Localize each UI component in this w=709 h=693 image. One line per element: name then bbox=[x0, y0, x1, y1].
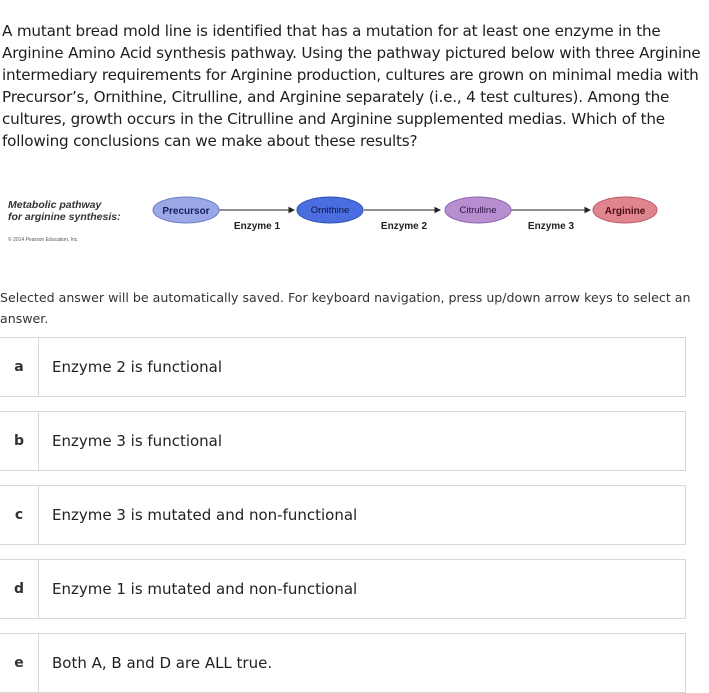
instructions-text: Selected answer will be automatically saved. For keyboard navigation, press up/down arrow keys to select an answer. bbox=[0, 290, 691, 326]
arginine-pathway-figure bbox=[0, 186, 709, 246]
option-text: Enzyme 3 is mutated and non-functional bbox=[52, 506, 358, 524]
option-letter: b bbox=[0, 412, 39, 470]
option-text: Enzyme 3 is functional bbox=[52, 432, 223, 450]
answer-option-b[interactable] bbox=[0, 411, 686, 471]
answer-option-d[interactable] bbox=[0, 559, 686, 619]
option-letter: e bbox=[0, 634, 39, 692]
enzyme-3-label: Enzyme 3 bbox=[527, 221, 575, 232]
option-letter: c bbox=[0, 486, 39, 544]
option-letter: a bbox=[0, 338, 39, 396]
question-text: A mutant bread mold line is identified that has a mutation for at least one enzyme in the Arginine Amino Acid synthesis pathway. Using the pathway pictured below with three Arginine intermediary requirements for Arginine production, cultures are grown on minimal media with Precursor’s, Ornithine, Citrulline, and Arginine separately (i.e., 4 test cultures). Among the cultures, growth occurs in the Citrulline and Arginine supplemented medias. Which of the following conclusions can we make about these results? bbox=[2, 22, 701, 150]
option-text: Both A, B and D are ALL true. bbox=[52, 654, 273, 672]
figure-copyright: © 2014 Pearson Education, Inc. bbox=[8, 237, 79, 243]
option-letter: d bbox=[0, 560, 39, 618]
enzyme-1-label: Enzyme 1 bbox=[233, 221, 281, 232]
precursor-label: Precursor bbox=[162, 206, 210, 217]
answer-option-e[interactable] bbox=[0, 633, 686, 693]
enzyme-2-label: Enzyme 2 bbox=[380, 221, 428, 232]
ornithine-label: Ornithine bbox=[310, 205, 350, 216]
figure-title-line1: Metabolic pathway bbox=[8, 199, 102, 211]
arginine-label: Arginine bbox=[604, 206, 646, 217]
answer-option-a[interactable] bbox=[0, 337, 686, 397]
option-text: Enzyme 1 is mutated and non-functional bbox=[52, 580, 358, 598]
option-text: Enzyme 2 is functional bbox=[52, 358, 223, 376]
figure-title-line2: for arginine synthesis: bbox=[8, 211, 121, 223]
citrulline-label: Citrulline bbox=[459, 205, 497, 216]
answer-option-c[interactable] bbox=[0, 485, 686, 545]
